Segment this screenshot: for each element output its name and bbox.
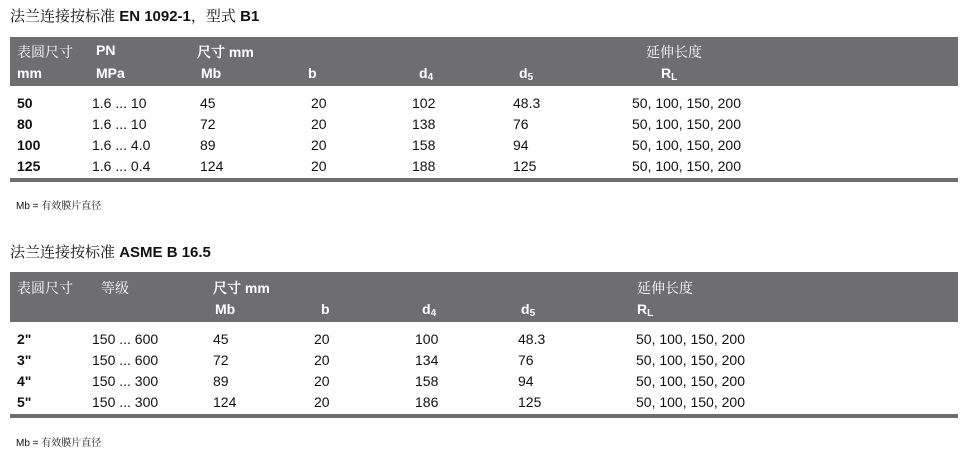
cell-b: 20	[314, 352, 330, 368]
cell-class: 150 ... 600	[92, 331, 159, 347]
cell-size: 4"	[17, 373, 32, 389]
cell-b: 20	[314, 394, 330, 410]
en-footnote: Mb = 有效膜片直径	[16, 201, 102, 212]
cell-d4: 158	[415, 373, 439, 389]
asme-footnote: Mb = 有效膜片直径	[16, 438, 102, 449]
en-header-d4	[419, 65, 433, 83]
en-header-d5-sub: 5	[527, 72, 534, 83]
cell-d4: 158	[412, 137, 436, 153]
cell-size: 5"	[17, 394, 32, 410]
table-row	[10, 114, 958, 135]
cell-size: 125	[17, 158, 41, 174]
en-table-body	[10, 86, 958, 182]
cell-d5: 94	[518, 373, 534, 389]
cell-rl: 50, 100, 150, 200	[632, 137, 741, 153]
cell-b: 20	[311, 137, 327, 153]
cell-size: 100	[17, 137, 41, 153]
cell-mb: 45	[213, 331, 229, 347]
cell-class: 150 ... 300	[92, 394, 159, 410]
cell-b: 20	[311, 116, 327, 132]
en-header-dimensions: 尺寸 mm	[197, 44, 254, 60]
en-header-d5-base: d	[519, 65, 528, 81]
cell-d4: 138	[412, 116, 436, 132]
cell-pn: 1.6 ... 10	[92, 95, 147, 111]
cell-mb: 89	[200, 137, 216, 153]
table-row	[10, 135, 958, 156]
asme-header-dimensions: 尺寸 mm	[213, 280, 270, 296]
en-table-title	[10, 5, 259, 26]
en-header-rl	[661, 65, 677, 83]
cell-class: 150 ... 300	[92, 373, 159, 389]
cell-size: 3"	[17, 352, 32, 368]
en-table-header	[10, 37, 958, 86]
en-header-pn: PN	[96, 42, 116, 58]
cell-rl: 50, 100, 150, 200	[632, 116, 741, 132]
cell-class: 150 ... 600	[92, 352, 159, 368]
en-title-code: EN 1092-1	[119, 8, 191, 25]
cell-mb: 124	[213, 394, 237, 410]
asme-title-text: 法兰连接按标准	[10, 244, 116, 261]
asme-table-body	[10, 322, 958, 416]
en-header-extension: 延伸长度	[646, 44, 702, 60]
asme-title-code: ASME B 16.5	[119, 244, 211, 261]
en-header-rl-sub: L	[671, 72, 678, 83]
cell-d4: 100	[415, 331, 439, 347]
cell-rl: 50, 100, 150, 200	[636, 352, 745, 368]
table-bottom-rule	[10, 414, 958, 418]
cell-d4: 102	[412, 95, 436, 111]
asme-header-d5	[521, 301, 535, 319]
cell-d5: 125	[518, 394, 542, 410]
asme-table-title	[10, 241, 211, 262]
cell-b: 20	[311, 95, 327, 111]
en-title-text: 法兰连接按标准	[10, 8, 116, 25]
asme-header-rl	[637, 301, 653, 319]
cell-d5: 76	[513, 116, 529, 132]
asme-header-d5-base: d	[521, 301, 530, 317]
table-bottom-rule	[10, 178, 958, 182]
cell-size: 50	[17, 95, 33, 111]
cell-d4: 186	[415, 394, 439, 410]
asme-header-mb: Mb	[215, 301, 236, 317]
en-header-d5	[519, 65, 533, 83]
cell-d4: 134	[415, 352, 439, 368]
en-header-pn-unit: MPa	[96, 65, 125, 81]
cell-mb: 89	[213, 373, 229, 389]
en-header-b: b	[308, 65, 317, 81]
asme-table-header	[10, 272, 958, 322]
cell-d5: 76	[518, 352, 534, 368]
table-row	[10, 371, 958, 392]
asme-header-d5-sub: 5	[529, 308, 536, 319]
asme-header-b: b	[321, 301, 330, 317]
cell-b: 20	[314, 373, 330, 389]
asme-header-extension: 延伸长度	[637, 280, 693, 296]
cell-rl: 50, 100, 150, 200	[632, 95, 741, 111]
asme-header-d4-base: d	[422, 301, 431, 317]
asme-header-d4	[422, 301, 436, 319]
en-title-sep: ，	[190, 8, 206, 25]
cell-mb: 124	[200, 158, 224, 174]
asme-header-size: 表圆尺寸	[17, 280, 73, 296]
cell-mb: 72	[213, 352, 229, 368]
table-row	[10, 93, 958, 114]
cell-size: 2"	[17, 331, 32, 347]
cell-rl: 50, 100, 150, 200	[636, 394, 745, 410]
cell-pn: 1.6 ... 0.4	[92, 158, 151, 174]
table-row	[10, 156, 958, 177]
asme-header-rl-sub: L	[647, 308, 654, 319]
cell-d5: 48.3	[513, 95, 541, 111]
cell-d4: 188	[412, 158, 436, 174]
en-header-size: 表圆尺寸	[17, 44, 73, 60]
en-title-type-label: 型式	[205, 8, 236, 25]
cell-rl: 50, 100, 150, 200	[632, 158, 741, 174]
cell-d5: 125	[513, 158, 537, 174]
en-header-d4-sub: 4	[427, 72, 434, 83]
en-header-size-unit: mm	[17, 65, 42, 81]
table-row	[10, 392, 958, 413]
cell-rl: 50, 100, 150, 200	[636, 331, 745, 347]
cell-b: 20	[311, 158, 327, 174]
table-row	[10, 329, 958, 350]
table-row	[10, 350, 958, 371]
cell-d5: 48.3	[518, 331, 546, 347]
cell-rl: 50, 100, 150, 200	[636, 373, 745, 389]
cell-b: 20	[314, 331, 330, 347]
cell-size: 80	[17, 116, 33, 132]
asme-header-class: 等级	[101, 280, 129, 296]
cell-d5: 94	[513, 137, 529, 153]
en-title-type: B1	[240, 8, 260, 25]
cell-pn: 1.6 ... 4.0	[92, 137, 151, 153]
en-header-rl-base: R	[661, 65, 672, 81]
cell-pn: 1.6 ... 10	[92, 116, 147, 132]
asme-header-d4-sub: 4	[430, 308, 437, 319]
cell-mb: 72	[200, 116, 216, 132]
en-header-mb: Mb	[201, 65, 222, 81]
en-header-d4-base: d	[419, 65, 428, 81]
asme-header-rl-base: R	[637, 301, 648, 317]
cell-mb: 45	[200, 95, 216, 111]
